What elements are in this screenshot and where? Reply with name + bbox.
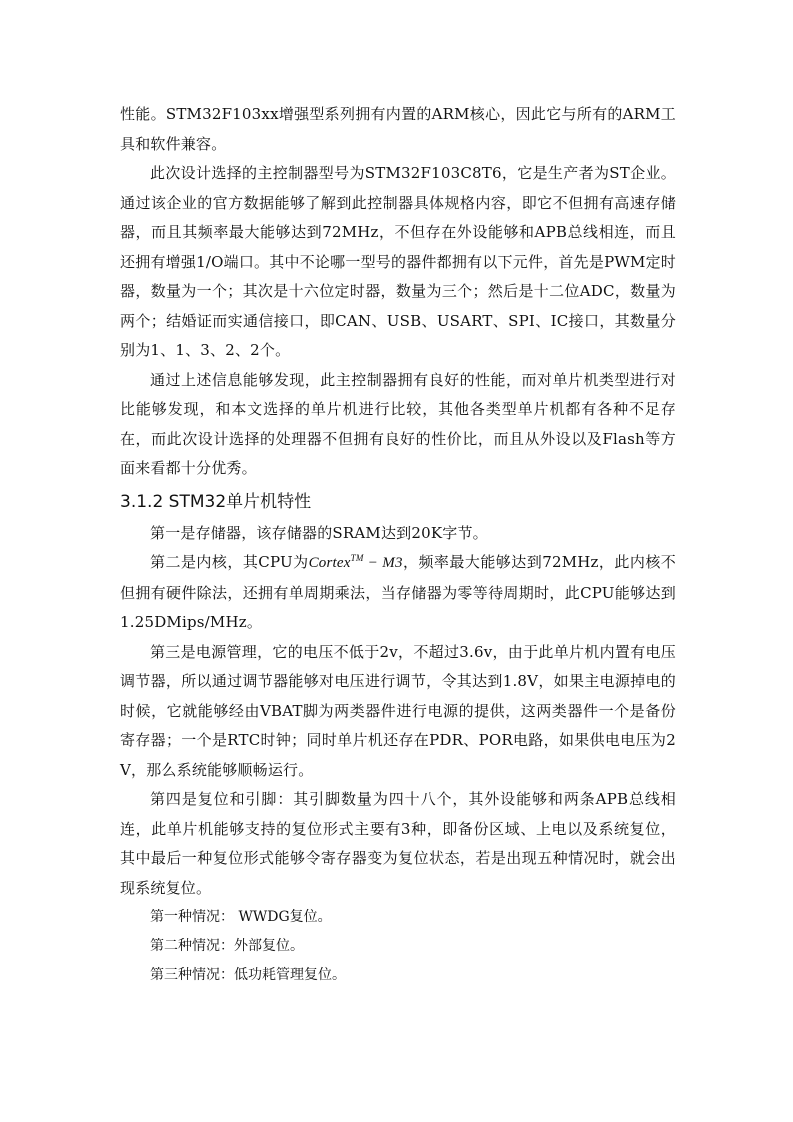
paragraph-core	[120, 548, 676, 638]
cortex-formula	[309, 555, 403, 571]
core-text-end: ，频率最大能够达到72MHz，此内核不但拥有硬件除法，还拥有单周期乘法，当存储器为零等待周期时，此CPU能够达到1.25DMips/MHz。	[120, 553, 676, 631]
list-item: 第三种情况：低功耗管理复位。	[150, 967, 346, 983]
paragraph-power-management: 第三是电源管理，它的电压不低于2v，不超过3.6v，由于此单片机内置有电压调节器，所以通过调节器能够对电压进行调节，令其达到1.8V，如果主电源掉电的时候，它就能够经由VBAT脚为两类器件进行电源的提供，这两类器件一个是备份寄存器；一个是RTC时钟；同时单片机还存在PDR、POR电路，如果供电电压为2V，那么系统能够顺畅运行。	[120, 642, 676, 779]
list-item: 第二种情况：外部复位。	[150, 938, 304, 954]
cortex-suffix: − M3	[363, 555, 403, 571]
trademark-superscript: TM	[350, 553, 364, 563]
cortex-name: Cortex	[308, 555, 351, 571]
paragraph-controller-selection: 此次设计选择的主控制器型号为STM32F103C8T6，它是生产者为ST企业。通过该企业的官方数据能够了解到此控制器具体规格内容，即它不但拥有高速存储器，而且其频率最大能够达到72MHz，不但存在外设能够和APB总线相连，而且还拥有增强1/O端口。其中不论哪一型号的器件都拥有以下元件，首先是PWM定时器，数量为一个；其次是十六位定时器，数量为三个；然后是十二位ADC，数量为两个；结婚证而实通信接口，即CAN、USB、USART、SPI、IC接口，其数量分别为1、1、3、2、2个。	[120, 164, 676, 359]
paragraph-reset-pins: 第四是复位和引脚：其引脚数量为四十八个，其外设能够和两条APB总线相连，此单片机能够支持的复位形式主要有3种，即备份区域、上电以及系统复位，其中最后一种复位形式能够令寄存器变为复位状态，若是出现五种情况时，就会出现系统复位。	[120, 790, 676, 897]
core-text-start: 第二是内核，其CPU为	[150, 553, 309, 571]
paragraph-memory: 第一是存储器，该存储器的SRAM达到20K字节。	[150, 523, 488, 542]
list-item: 第一种情况： WWDG复位。	[150, 909, 332, 925]
paragraph-continuation: 性能。STM32F103xx增强型系列拥有内置的ARM核心，因此它与所有的ARM工具和软件兼容。	[120, 105, 676, 153]
paragraph-performance-comparison: 通过上述信息能够发现，此主控制器拥有良好的性能，而对单片机类型进行对比能够发现，和本文选择的单片机进行比较，其他各类型单片机都有各种不足存在，而此次设计选择的处理器不但拥有良好的性价比，而且从外设以及Flash等方面来看都十分优秀。	[120, 370, 676, 477]
section-heading: 3.1.2 STM32单片机特性	[120, 491, 312, 512]
document-body	[120, 100, 676, 990]
